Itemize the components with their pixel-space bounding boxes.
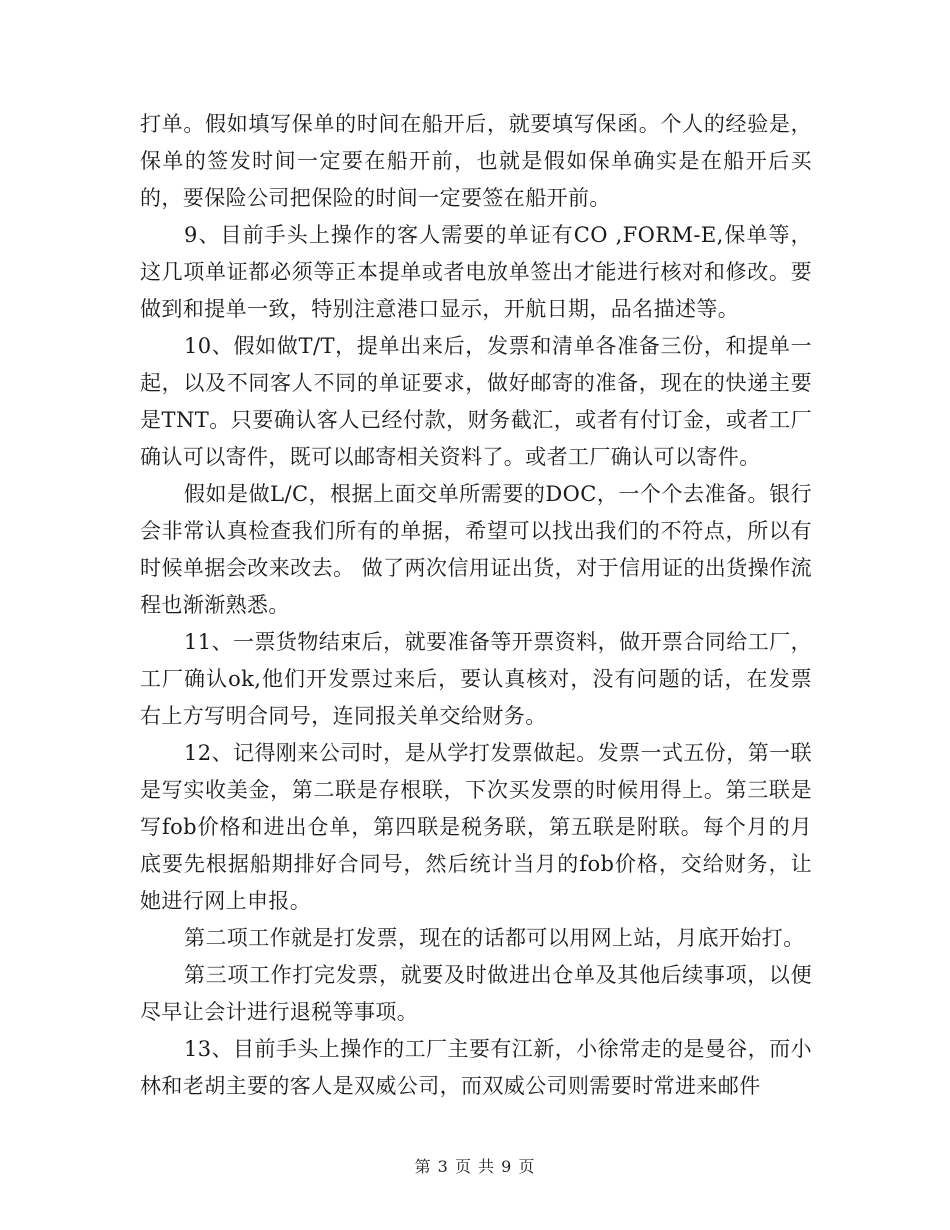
paragraph-item-12: 12、记得刚来公司时，是从学打发票做起。发票一式五份，第一联是写实收美金，第二联是存根联，下次买发票的时候用得上。第三联是写fob价格和进出仓单，第四联是税务联，第五联是附联。每个月的月底要先根据船期排好合同号，然后统计当月的fob价格，交给财务，让她进行网上申报。 <box>140 741 812 913</box>
document-body <box>140 106 812 1105</box>
paragraph-third-task: 第三项工作打完发票，就要及时做进出仓单及其他后续事项，以便尽早让会计进行退税等事项。 <box>140 963 812 1024</box>
paragraph-item-13: 13、目前手头上操作的工厂主要有江新，小徐常走的是曼谷，而小林和老胡主要的客人是双威公司，而双威公司则需要时常进来邮件 <box>140 1037 812 1098</box>
paragraph-item-10: 10、假如做T/T，提单出来后，发票和清单各准备三份，和提单一起，以及不同客人不同的单证要求，做好邮寄的准备，现在的快递主要是TNT。只要确认客人已经付款，财务截汇，或者有付订金，或者工厂确认可以寄件，既可以邮寄相关资料了。或者工厂确认可以寄件。 <box>140 334 812 469</box>
paragraph-item-11: 11、一票货物结束后，就要准备等开票资料，做开票合同给工厂，工厂确认ok,他们开发票过来后，要认真核对，没有问题的话，在发票右上方写明合同号，连同报关单交给财务。 <box>140 630 812 728</box>
paragraph-item-9: 9、目前手头上操作的客人需要的单证有CO ,FORM-E,保单等，这几项单证都必须等正本提单或者电放单签出才能进行核对和修改。要做到和提单一致，特别注意港口显示，开航日期，品名描述等。 <box>140 223 812 321</box>
paragraph-second-task: 第二项工作就是打发票，现在的话都可以用网上站，月底开始打。 <box>184 926 805 950</box>
paragraph-continuation: 打单。假如填写保单的时间在船开后，就要填写保函。个人的经验是，保单的签发时间一定要在船开前，也就是假如保单确实是在船开后买的，要保险公司把保险的时间一定要签在船开前。 <box>140 112 812 210</box>
paragraph-lc: 假如是做L/C，根据上面交单所需要的DOC，一个个去准备。银行会非常认真检查我们所有的单据，希望可以找出我们的不符点，所以有时候单据会改来改去。 做了两次信用证出货，对于信用证的出货操作流程也渐渐熟悉。 <box>140 482 812 617</box>
page-number-footer: 第 3 页 共 9 页 <box>414 1157 536 1176</box>
